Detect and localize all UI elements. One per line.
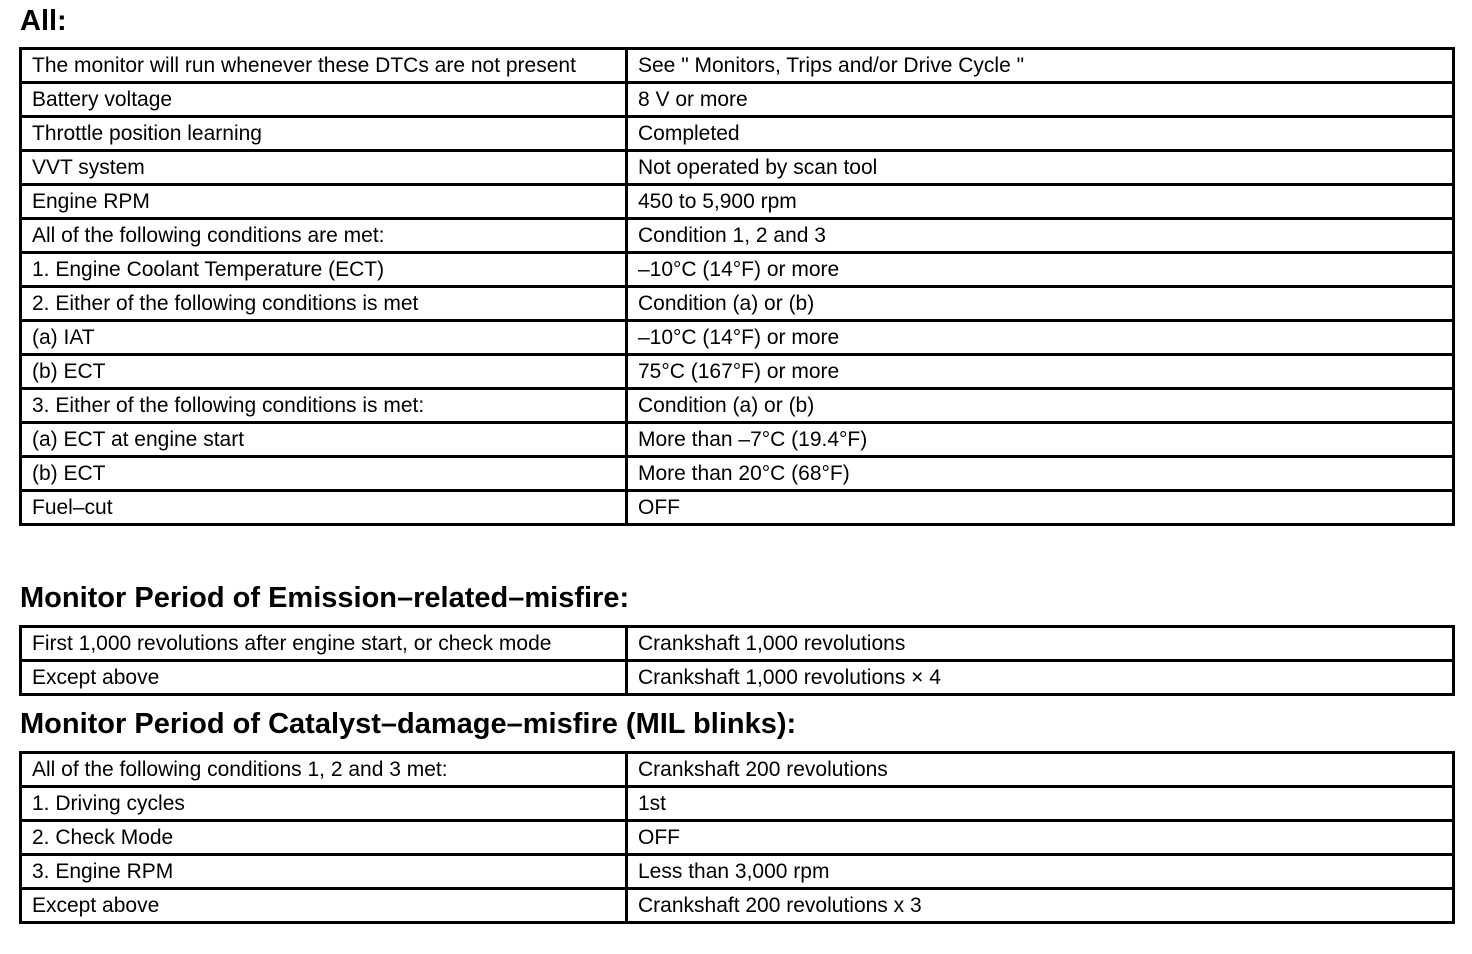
section-heading-all: All: [20,5,67,37]
conditions-table-all [19,47,1455,526]
table-row [21,787,1454,821]
table-row [21,627,1454,661]
condition-cell: Battery voltage [21,83,627,117]
value-cell: –10°C (14°F) or more [627,253,1454,287]
value-cell: See " Monitors, Trips and/or Drive Cycle " [627,49,1454,83]
value-cell: OFF [627,491,1454,525]
table-body [21,627,1454,695]
table-row [21,457,1454,491]
value-cell: Condition (a) or (b) [627,389,1454,423]
section-heading-emission-misfire: Monitor Period of Emission–related–misfire: [20,582,630,614]
table-row [21,821,1454,855]
table-row [21,83,1454,117]
condition-cell: 3. Engine RPM [21,855,627,889]
table-row [21,753,1454,787]
table-row [21,185,1454,219]
value-cell: 1st [627,787,1454,821]
value-cell: –10°C (14°F) or more [627,321,1454,355]
value-cell: Crankshaft 200 revolutions x 3 [627,889,1454,923]
table-row [21,355,1454,389]
table-row [21,423,1454,457]
condition-cell: (a) ECT at engine start [21,423,627,457]
table-row [21,219,1454,253]
value-cell: Less than 3,000 rpm [627,855,1454,889]
table-row [21,49,1454,83]
conditions-table-catalyst-misfire [19,751,1455,924]
condition-cell: 2. Check Mode [21,821,627,855]
value-cell: More than –7°C (19.4°F) [627,423,1454,457]
table-row [21,855,1454,889]
table-row [21,117,1454,151]
condition-cell: Engine RPM [21,185,627,219]
condition-cell: 3. Either of the following conditions is met: [21,389,627,423]
conditions-table-emission-misfire [19,625,1455,696]
value-cell: Crankshaft 1,000 revolutions × 4 [627,661,1454,695]
condition-cell: Throttle position learning [21,117,627,151]
table-row [21,253,1454,287]
condition-cell: (b) ECT [21,457,627,491]
condition-cell: First 1,000 revolutions after engine start, or check mode [21,627,627,661]
table-row [21,287,1454,321]
value-cell: 75°C (167°F) or more [627,355,1454,389]
condition-cell: All of the following conditions 1, 2 and 3 met: [21,753,627,787]
condition-cell: The monitor will run whenever these DTCs are not present [21,49,627,83]
value-cell: Crankshaft 200 revolutions [627,753,1454,787]
table-row [21,151,1454,185]
value-cell: Not operated by scan tool [627,151,1454,185]
condition-cell: VVT system [21,151,627,185]
value-cell: 450 to 5,900 rpm [627,185,1454,219]
value-cell: Condition 1, 2 and 3 [627,219,1454,253]
condition-cell: Fuel–cut [21,491,627,525]
condition-cell: 2. Either of the following conditions is met [21,287,627,321]
value-cell: 8 V or more [627,83,1454,117]
table-body [21,49,1454,525]
condition-cell: Except above [21,661,627,695]
value-cell: Crankshaft 1,000 revolutions [627,627,1454,661]
value-cell: Completed [627,117,1454,151]
table-row [21,389,1454,423]
condition-cell: (b) ECT [21,355,627,389]
table-row [21,889,1454,923]
value-cell: OFF [627,821,1454,855]
condition-cell: 1. Engine Coolant Temperature (ECT) [21,253,627,287]
table-row [21,661,1454,695]
condition-cell: (a) IAT [21,321,627,355]
table-row [21,321,1454,355]
condition-cell: 1. Driving cycles [21,787,627,821]
table-body [21,753,1454,923]
table-row [21,491,1454,525]
condition-cell: Except above [21,889,627,923]
value-cell: Condition (a) or (b) [627,287,1454,321]
condition-cell: All of the following conditions are met: [21,219,627,253]
section-heading-catalyst-misfire: Monitor Period of Catalyst–damage–misfire (MIL blinks): [20,708,797,740]
value-cell: More than 20°C (68°F) [627,457,1454,491]
